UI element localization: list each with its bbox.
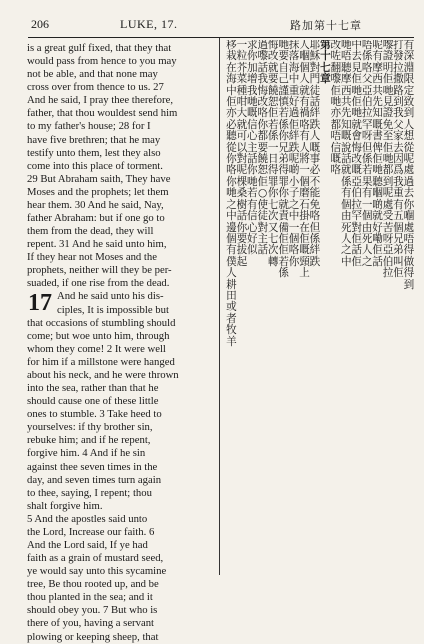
cjk-running-title: 路加第十七章 <box>290 19 362 32</box>
page-number: 206 <box>31 17 49 31</box>
text-column: 抹落海中重好過佢絆跌呢啲小子之中一個咯你 <box>288 40 300 268</box>
text-line: And he said, I pray thee therefore, <box>27 94 173 107</box>
text-line: faith as a grain of mustard seed, <box>27 552 164 565</box>
text-line: forgive him. 4 And if he sin <box>27 447 146 460</box>
text-line: come; but woe unto him, through <box>27 329 170 342</box>
text-column: 嚟證明佢哋見證免至佢哋都到呢處受苦呀亞伯拉 <box>382 40 394 280</box>
text-line: to my father's house; 28 for I <box>27 120 151 133</box>
text-column: 過嚟話我悔改咯你都要饒恕佢○使徒對主話 <box>257 40 268 257</box>
text-column: 改咗翻嚟佢哋亦都唔信嘅咯 <box>330 40 341 177</box>
text-column: 求你加增我哋嘅信心主話你哋若有信心好似 <box>247 40 258 257</box>
chapter-opening <box>27 290 212 316</box>
text-line: ciples, It is impossible but <box>57 303 169 316</box>
text-line: into the sea, rather than that he <box>27 382 159 395</box>
text-line: whom they come! 2 It were well <box>27 342 166 355</box>
text-line: not be able, and that none may <box>27 68 158 81</box>
text-column: 一粒芥菜種咁大就可以對呢棵桑樹話你要拔起 <box>236 40 247 268</box>
text-line: should obey you. 7 But who is <box>27 604 158 617</box>
text-line: should cause one of these little <box>27 395 159 408</box>
text-line: suaded, if one rise from the dead. <box>27 277 170 290</box>
text-line: ye would say unto this sycamine <box>27 565 167 578</box>
text-line: cross over from thence to us. 27 <box>27 81 164 94</box>
text-line: yourselves: if thy brother sin, <box>27 421 153 434</box>
text-line: 5 And the apostles said unto <box>27 512 148 525</box>
text-line: prophets, neither will they be per- <box>27 264 172 277</box>
text-line: hear them. 30 And he said, Nay, <box>27 198 164 211</box>
text-line: day, and seven times turn again <box>27 473 162 486</box>
text-line: Moses and the prophets; let them <box>27 185 169 198</box>
text-column: 中去見佢哋佢哋就會悔改嘅亞伯拉罕對佢話佢 <box>351 40 362 268</box>
text-column: 耶穌對門徒話絆跌人嘅事必不能免咯但係絆跌 <box>309 40 321 268</box>
text-line: thou planted in the sea; and it <box>27 591 153 604</box>
text-line: tree, Be thou rooted up, and be <box>27 578 159 591</box>
column-divider <box>219 38 220 575</box>
text-column: 悔改就要饒恕佢若係一日得罪你七次又七次轉 <box>267 40 279 268</box>
text-line: father, that thou wouldest send him <box>27 107 178 120</box>
text-line: testify unto them, lest they also <box>27 146 161 159</box>
text-column: 哋唔聽摩西共先知嘅說話就係有個由死人之中 <box>340 40 352 268</box>
text-line: against thee seven times in the <box>27 460 158 473</box>
text-line: about his neck, and he were thrown <box>27 368 179 381</box>
text-line: father Abraham: but if one go to <box>27 212 165 225</box>
text-line: If they hear not Moses and the <box>27 251 157 264</box>
text-line: is a great gulf fixed, that they that <box>27 42 172 54</box>
text-line: And the Lord said, If ye had <box>27 538 148 551</box>
text-column: 人嗰個人就有禍咯有人將一個磨石掛在佢嘅頸上 <box>299 40 310 280</box>
text-line: would pass from hence to you may <box>27 55 177 68</box>
text-column: 移栽在海中佢亦必聽從你咯你哋之中邊個有僕人耕田或者牧羊 <box>226 40 237 348</box>
text-column: 哋要自己謹慎若係你兄弟得罪你就責備佢佢若係 <box>278 40 289 280</box>
text-line: plowing or keeping sheep, that <box>27 630 159 643</box>
text-line: come into this place of torment. <box>27 159 163 172</box>
text-line: to thee, saying, I repent; thou <box>27 486 152 499</box>
book-title: LUKE, 17. <box>120 17 178 31</box>
chinese-text-column <box>226 40 414 575</box>
header-rule <box>28 37 414 38</box>
text-column: 呢有摩西共先知嘅書俾佢哋聽嗰啲就好嘞佢話 <box>372 40 383 268</box>
text-line: for him if a millstone were hanged <box>27 355 175 368</box>
text-line: there of you, having a servant <box>27 617 155 630</box>
chapter-heading: 第十七章 <box>320 40 331 86</box>
text-column: 打發拉撒路到我父家去因爲我重有五個兄弟叫佢 <box>393 40 404 280</box>
text-line: And he said unto his dis- <box>57 290 164 303</box>
text-line: them from the dead, they will <box>27 225 154 238</box>
text-line: rebuke him; and if he repent, <box>27 434 151 447</box>
text-line: repent. 31 And he said unto him, <box>27 238 167 251</box>
text-line: 29 But Abraham saith, They have <box>27 172 171 185</box>
text-column: 有深淵限定致到人想從呢處過去你嗰處唔得做得到 <box>403 40 414 291</box>
text-line: that occasions of stumbling should <box>27 316 176 329</box>
text-column: 唔係咯父亞伯拉罕呀但係若果有一個由死人之 <box>361 40 373 268</box>
text-line: have five brethren; that he may <box>27 133 161 146</box>
text-line: ones to stumble. 3 Take heed to <box>27 408 162 421</box>
text-line: the Lord, Increase our faith. 6 <box>27 525 155 538</box>
english-text-column <box>27 42 212 644</box>
text-line: shalt forgive him. <box>27 499 103 512</box>
chapter-number: 17 <box>28 290 52 317</box>
